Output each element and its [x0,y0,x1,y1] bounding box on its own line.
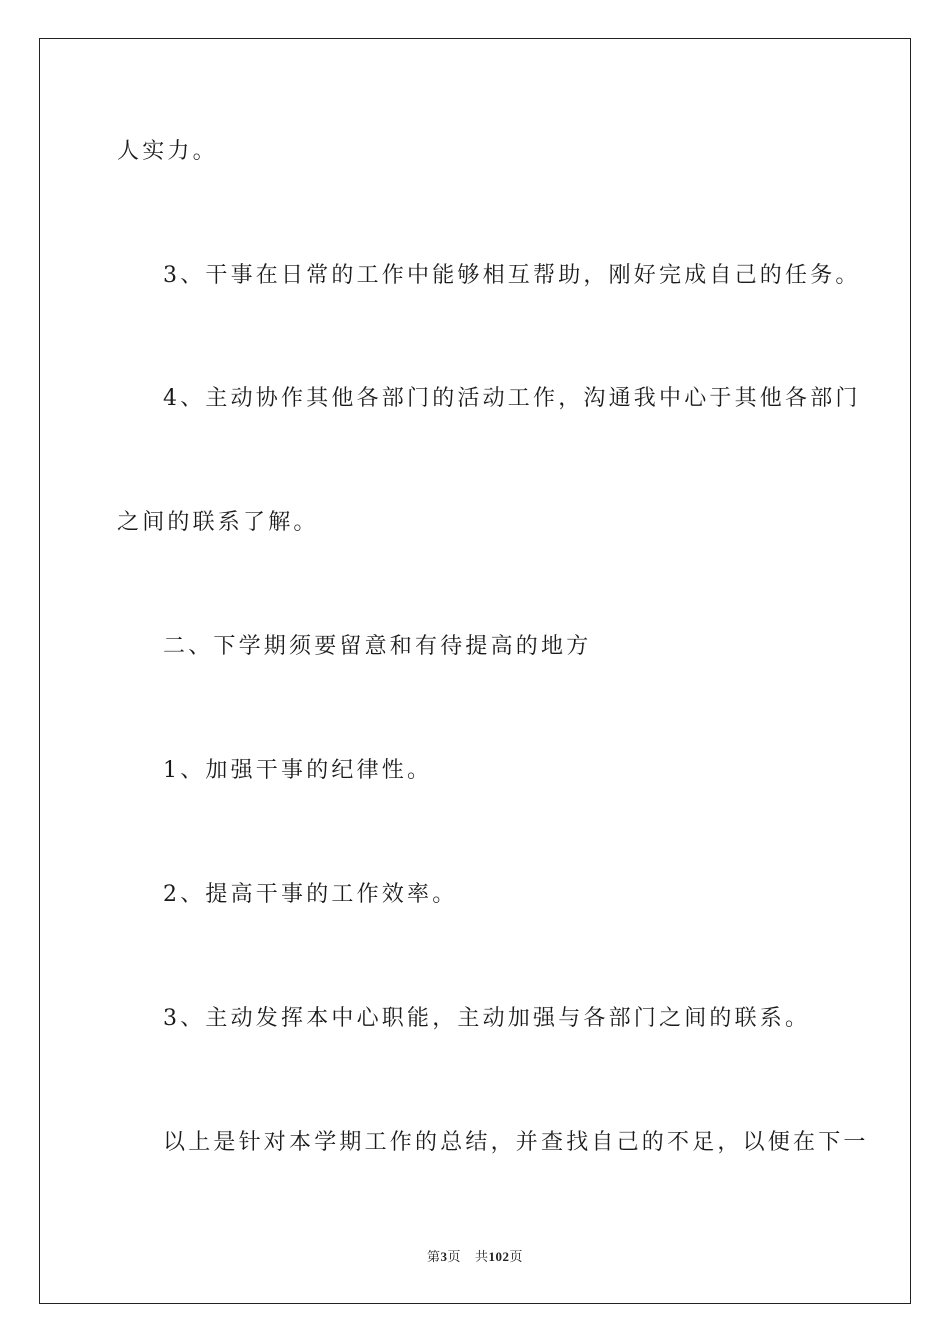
footer-page-prefix: 第 [426,1250,441,1265]
text-line-3: 4、主动协作其他各部门的活动工作，沟通我中心于其他各部门 [163,386,861,411]
footer-total-prefix: 共 [475,1250,489,1265]
page-border [39,38,911,1304]
footer-page-number: 3 [440,1249,448,1264]
footer-total-pages: 102 [488,1249,510,1264]
text-line-2: 3、干事在日常的工作中能够相互帮助，刚好完成自己的任务。 [163,263,861,288]
text-line-1: 人实力。 [117,139,218,164]
footer-page-suffix: 页 [447,1250,461,1265]
footer-total-suffix: 页 [509,1250,524,1265]
text-line-9: 以上是针对本学期工作的总结，并查找自己的不足，以便在下一 [163,1130,869,1155]
text-line-7: 2、提高干事的工作效率。 [163,882,458,907]
text-line-4: 之间的联系了解。 [117,510,319,535]
section-heading: 二、下学期须要留意和有待提高的地方 [163,634,592,659]
text-line-6: 1、加强干事的纪律性。 [163,758,433,783]
text-line-8: 3、主动发挥本中心职能，主动加强与各部门之间的联系。 [163,1006,811,1031]
page-footer [0,1249,950,1266]
